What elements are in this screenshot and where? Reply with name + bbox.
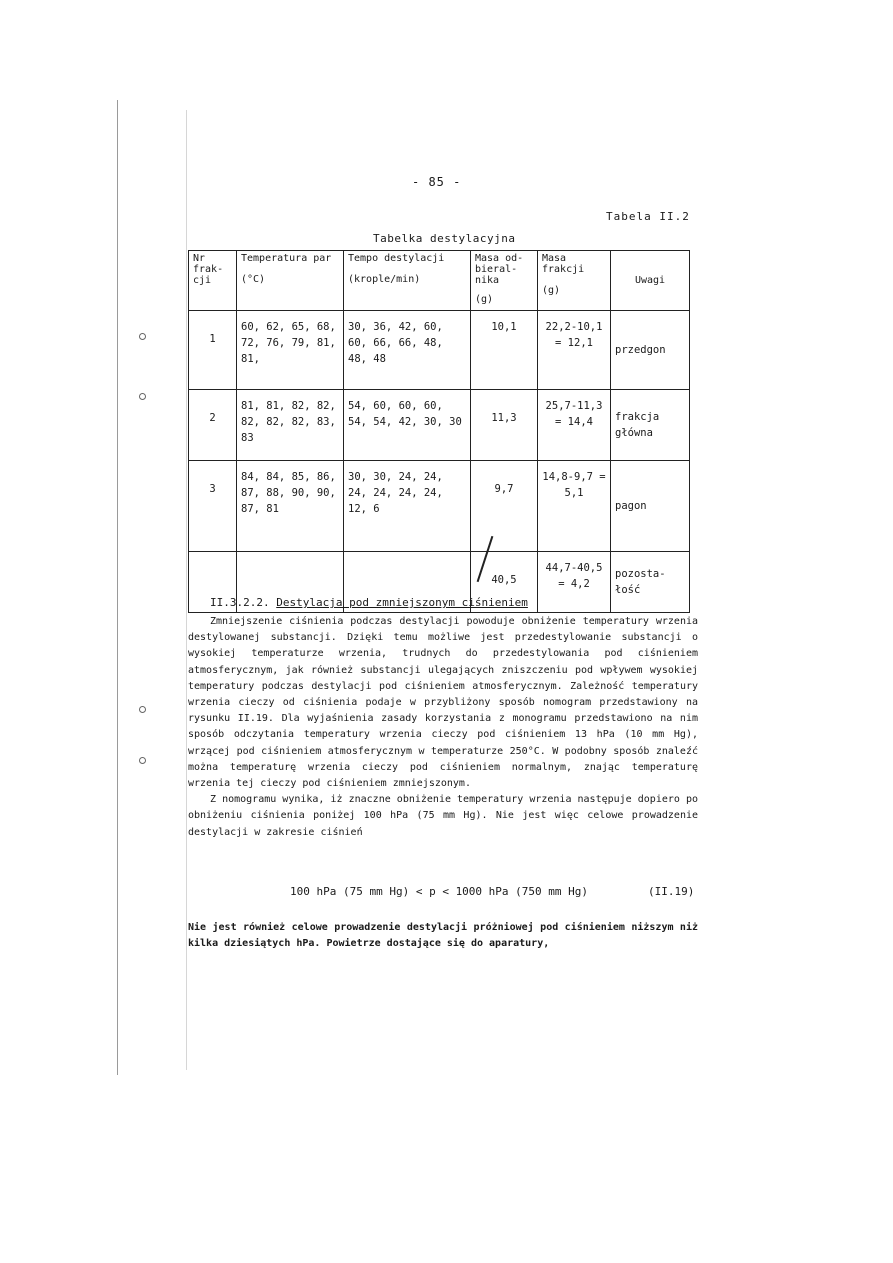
- cell-temperature: 84, 84, 85, 86, 87, 88, 90, 90, 87, 81: [237, 461, 344, 552]
- header-nr: Nr frak- cji: [189, 251, 237, 311]
- formula-number: (II.19): [648, 885, 695, 898]
- cell-masa-odbieralnika: 9,7: [471, 461, 538, 552]
- cell-masa-odbieralnika: 10,1: [471, 311, 538, 390]
- cell-nr: 1: [189, 311, 237, 390]
- cell-uwagi: przedgon: [611, 311, 690, 390]
- cell-masa-frakcji: 22,2-10,1 = 12,1: [538, 311, 611, 390]
- header-masa-odbieralnika: Masa od- bieral- nika (g): [471, 251, 538, 311]
- header-masa-odbieralnika-unit: (g): [475, 294, 494, 305]
- body-text: [188, 614, 698, 841]
- section-title: Destylacja pod zmniejszonym ciśnieniem: [276, 596, 528, 609]
- binding-hole: [139, 393, 146, 400]
- cell-masa-odbieralnika: 40,5: [471, 552, 538, 613]
- cell-nr: 2: [189, 390, 237, 461]
- page-number: - 85 -: [412, 175, 462, 189]
- final-paragraph: Nie jest również celowe prowadzenie destylacji próżniowej pod ciśnieniem niższym niż kilka dziesiątych hPa. Powietrze dostające się do aparatury,: [188, 922, 698, 950]
- table-row: [189, 390, 690, 461]
- table-row: [189, 311, 690, 390]
- cell-tempo: 30, 30, 24, 24, 24, 24, 24, 24, 12, 6: [344, 461, 471, 552]
- cell-uwagi: pagon: [611, 461, 690, 552]
- header-uwagi: Uwagi: [611, 251, 690, 311]
- cell-tempo: 30, 36, 42, 60, 60, 66, 66, 48, 48, 48: [344, 311, 471, 390]
- table-header-row: [189, 251, 690, 311]
- binding-hole: [139, 706, 146, 713]
- section-number: II.3.2.2.: [210, 596, 270, 609]
- paragraph: Z nomogramu wynika, iż znaczne obniżenie temperatury wrzenia następuje dopiero po obniżeniu ciśnienia poniżej 100 hPa (75 mm Hg). Nie jest więc celowe prowadzenie destylacji w zakresie ciśnień: [188, 794, 698, 838]
- cell-masa-odbieralnika: 11,3: [471, 390, 538, 461]
- table-label: Tabela II.2: [606, 210, 690, 223]
- table-row: [189, 461, 690, 552]
- header-tempo: Tempo destylacji (krople/min): [344, 251, 471, 311]
- binding-hole: [139, 757, 146, 764]
- cell-nr: 3: [189, 461, 237, 552]
- cell-masa-frakcji: 44,7-40,5 = 4,2: [538, 552, 611, 613]
- distillation-table: [188, 250, 690, 613]
- cell-uwagi: frakcja główna: [611, 390, 690, 461]
- cell-masa-frakcji: 14,8-9,7 = 5,1: [538, 461, 611, 552]
- header-temperature: Temperatura par (°C): [237, 251, 344, 311]
- cell-masa-frakcji: 25,7-11,3 = 14,4: [538, 390, 611, 461]
- cell-uwagi: pozosta- łość: [611, 552, 690, 613]
- cell-temperature: 81, 81, 82, 82, 82, 82, 82, 83, 83: [237, 390, 344, 461]
- formula: 100 hPa (75 mm Hg) < p < 1000 hPa (750 mm Hg): [290, 885, 589, 898]
- section-heading: [210, 596, 528, 609]
- cell-temperature: 60, 62, 65, 68, 72, 76, 79, 81, 81,: [237, 311, 344, 390]
- binding-line: [117, 100, 118, 1075]
- header-masa-frakcji: Masa frakcji (g): [538, 251, 611, 311]
- binding-hole: [139, 333, 146, 340]
- margin-line: [186, 110, 187, 1070]
- header-temperature-unit: (°C): [241, 274, 266, 285]
- header-masa-frakcji-unit: (g): [542, 285, 561, 296]
- table-title: Tabelka destylacyjna: [373, 232, 516, 245]
- paragraph: Zmniejszenie ciśnienia podczas destylacji powoduje obniżenie temperatury wrzenia destylowanej substancji. Dzięki temu możliwe jest przedestylowanie substancji o wysokiej temperaturze wrzenia, trudnych do przedestylowania pod ciśnieniem atmosferycznym, jak również substancji ulegających zniszczeniu pod wpływem wysokiej temperatury podczas destylacji pod ciśnieniem atmosferycznym. Zależność temperatury wrzenia cieczy od ciśnienia podaje w przybliżony sposób nomogram przedstawiony na rysunku II.19. Dla wyjaśnienia zasady korzystania z monogramu przedstawiono na nim sposób odczytania temperatury wrzenia cieczy pod ciśnieniem 13 hPa (10 mm Hg), wrzącej pod ciśnieniem atmosferycznym w temperaturze 250°C. W podobny sposób znaleźć można temperaturę wrzenia cieczy pod ciśnieniem normalnym, znając temperaturę wrzenia tej cieczy pod ciśnieniem zmniejszonym.: [188, 616, 698, 790]
- header-tempo-unit: (krople/min): [348, 274, 421, 285]
- cell-tempo: 54, 60, 60, 60, 54, 54, 42, 30, 30: [344, 390, 471, 461]
